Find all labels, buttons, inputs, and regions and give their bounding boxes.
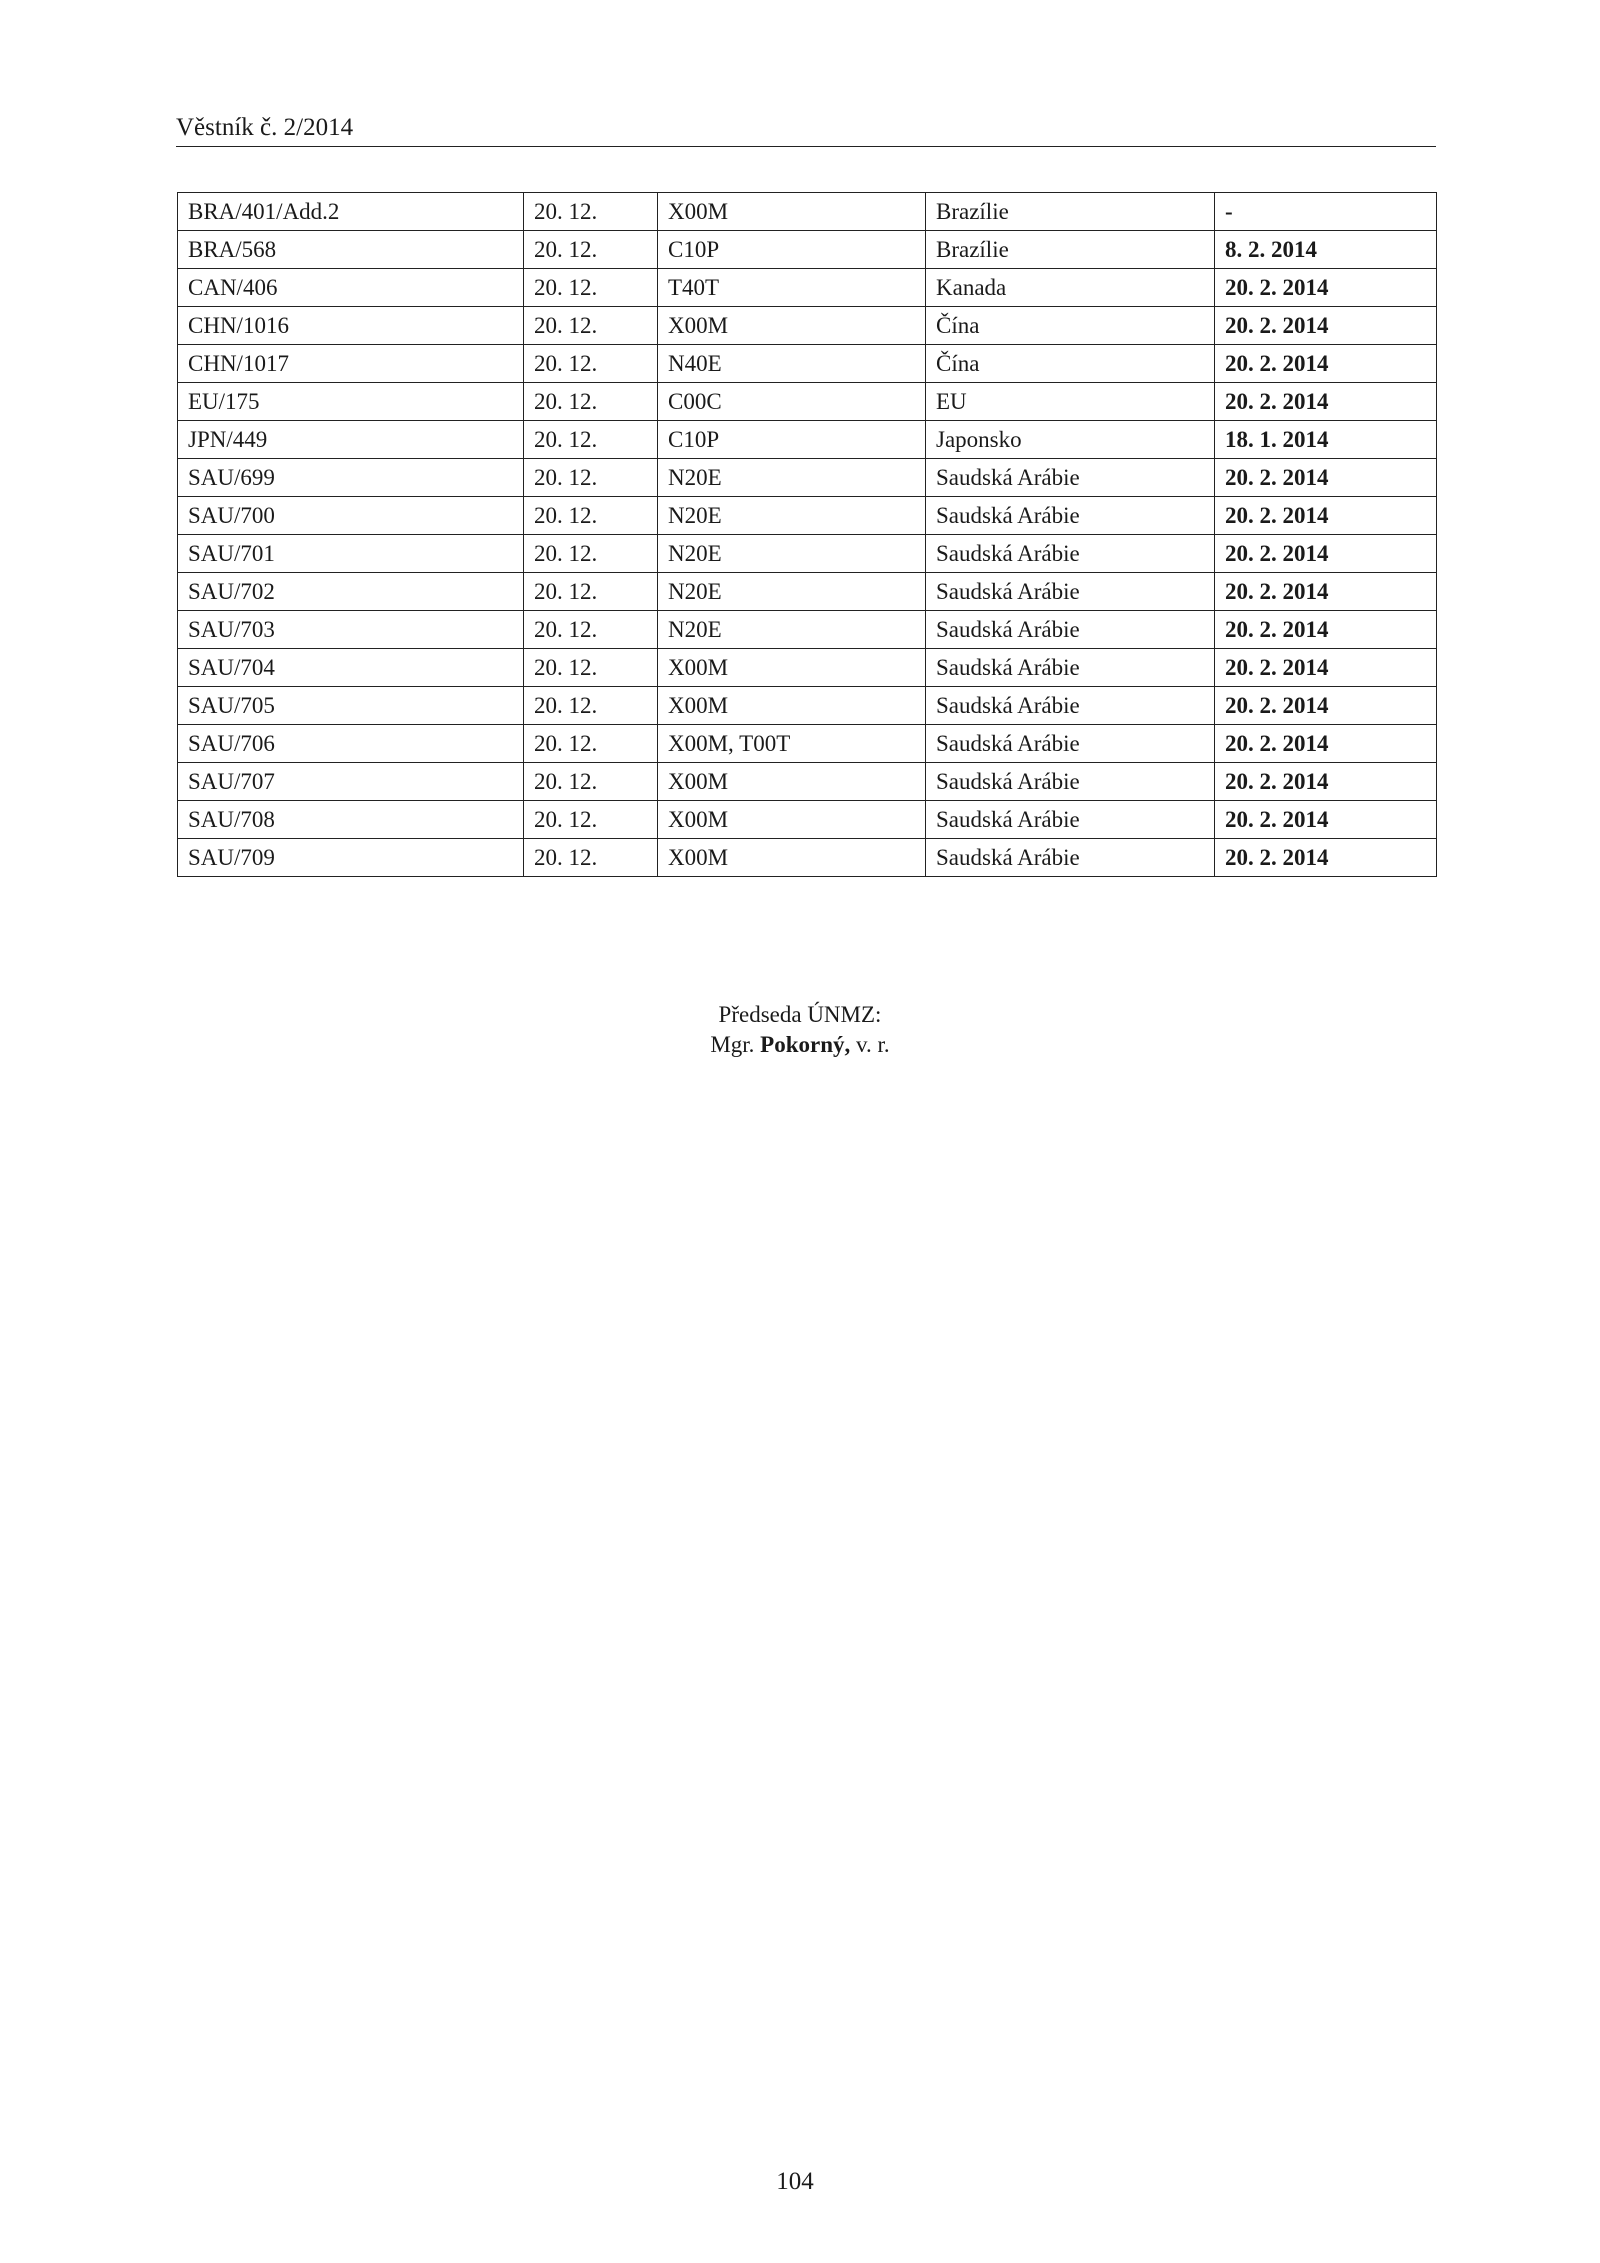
table-row — [178, 497, 1437, 535]
notification-id-cell: BRA/568 — [178, 231, 524, 269]
deadline-cell: - — [1215, 193, 1437, 231]
notification-id-cell: SAU/703 — [178, 611, 524, 649]
ics-code-cell: X00M — [658, 649, 926, 687]
ics-code-cell: N20E — [658, 611, 926, 649]
received-date-cell: 20. 12. — [524, 725, 658, 763]
notification-id-cell: CHN/1016 — [178, 307, 524, 345]
table-row — [178, 231, 1437, 269]
table-body — [178, 193, 1437, 877]
received-date-cell: 20. 12. — [524, 193, 658, 231]
country-cell: Čína — [926, 307, 1215, 345]
notification-id-cell: CAN/406 — [178, 269, 524, 307]
received-date-cell: 20. 12. — [524, 345, 658, 383]
received-date-cell: 20. 12. — [524, 611, 658, 649]
table-row — [178, 763, 1437, 801]
received-date-cell: 20. 12. — [524, 307, 658, 345]
deadline-cell: 8. 2. 2014 — [1215, 231, 1437, 269]
country-cell: EU — [926, 383, 1215, 421]
notification-id-cell: JPN/449 — [178, 421, 524, 459]
ics-code-cell: N40E — [658, 345, 926, 383]
ics-code-cell: X00M — [658, 687, 926, 725]
country-cell: Kanada — [926, 269, 1215, 307]
table-row — [178, 535, 1437, 573]
deadline-cell: 20. 2. 2014 — [1215, 763, 1437, 801]
received-date-cell: 20. 12. — [524, 535, 658, 573]
received-date-cell: 20. 12. — [524, 839, 658, 877]
notification-id-cell: EU/175 — [178, 383, 524, 421]
country-cell: Saudská Arábie — [926, 725, 1215, 763]
ics-code-cell: X00M — [658, 307, 926, 345]
received-date-cell: 20. 12. — [524, 269, 658, 307]
table-row — [178, 383, 1437, 421]
table-row — [178, 687, 1437, 725]
received-date-cell: 20. 12. — [524, 687, 658, 725]
country-cell: Brazílie — [926, 193, 1215, 231]
notifications-table — [177, 192, 1437, 877]
country-cell: Japonsko — [926, 421, 1215, 459]
table-row — [178, 649, 1437, 687]
table-row — [178, 801, 1437, 839]
signature-prefix: Mgr. — [710, 1032, 755, 1057]
country-cell: Saudská Arábie — [926, 611, 1215, 649]
ics-code-cell: N20E — [658, 497, 926, 535]
country-cell: Brazílie — [926, 231, 1215, 269]
table-row — [178, 193, 1437, 231]
notification-id-cell: SAU/702 — [178, 573, 524, 611]
signature-role: Předseda ÚNMZ: — [718, 1002, 882, 1027]
received-date-cell: 20. 12. — [524, 649, 658, 687]
country-cell: Saudská Arábie — [926, 459, 1215, 497]
ics-code-cell: X00M, T00T — [658, 725, 926, 763]
country-cell: Saudská Arábie — [926, 763, 1215, 801]
country-cell: Saudská Arábie — [926, 573, 1215, 611]
country-cell: Saudská Arábie — [926, 801, 1215, 839]
received-date-cell: 20. 12. — [524, 459, 658, 497]
deadline-cell: 20. 2. 2014 — [1215, 535, 1437, 573]
deadline-cell: 20. 2. 2014 — [1215, 839, 1437, 877]
page-header — [176, 112, 1436, 147]
notification-id-cell: BRA/401/Add.2 — [178, 193, 524, 231]
ics-code-cell: X00M — [658, 193, 926, 231]
notification-id-cell: SAU/708 — [178, 801, 524, 839]
deadline-cell: 20. 2. 2014 — [1215, 383, 1437, 421]
table-row — [178, 459, 1437, 497]
table-row — [178, 269, 1437, 307]
country-cell: Saudská Arábie — [926, 649, 1215, 687]
deadline-cell: 20. 2. 2014 — [1215, 573, 1437, 611]
journal-title: Věstník č. 2/2014 — [176, 114, 354, 141]
deadline-cell: 20. 2. 2014 — [1215, 497, 1437, 535]
country-cell: Saudská Arábie — [926, 497, 1215, 535]
country-cell: Saudská Arábie — [926, 687, 1215, 725]
ics-code-cell: N20E — [658, 573, 926, 611]
notification-id-cell: CHN/1017 — [178, 345, 524, 383]
signature-suffix: v. r. — [856, 1032, 890, 1057]
table-row — [178, 345, 1437, 383]
country-cell: Saudská Arábie — [926, 535, 1215, 573]
deadline-cell: 20. 2. 2014 — [1215, 725, 1437, 763]
ics-code-cell: C10P — [658, 421, 926, 459]
deadline-cell: 20. 2. 2014 — [1215, 801, 1437, 839]
signature-block — [0, 1000, 1600, 1060]
country-cell: Saudská Arábie — [926, 839, 1215, 877]
notification-id-cell: SAU/699 — [178, 459, 524, 497]
ics-code-cell: N20E — [658, 459, 926, 497]
deadline-cell: 20. 2. 2014 — [1215, 687, 1437, 725]
table-row — [178, 573, 1437, 611]
ics-code-cell: T40T — [658, 269, 926, 307]
table-row — [178, 611, 1437, 649]
received-date-cell: 20. 12. — [524, 383, 658, 421]
received-date-cell: 20. 12. — [524, 573, 658, 611]
received-date-cell: 20. 12. — [524, 801, 658, 839]
deadline-cell: 20. 2. 2014 — [1215, 649, 1437, 687]
received-date-cell: 20. 12. — [524, 497, 658, 535]
deadline-cell: 18. 1. 2014 — [1215, 421, 1437, 459]
ics-code-cell: C10P — [658, 231, 926, 269]
deadline-cell: 20. 2. 2014 — [1215, 269, 1437, 307]
country-cell: Čína — [926, 345, 1215, 383]
notification-id-cell: SAU/709 — [178, 839, 524, 877]
notification-id-cell: SAU/705 — [178, 687, 524, 725]
notification-id-cell: SAU/706 — [178, 725, 524, 763]
ics-code-cell: N20E — [658, 535, 926, 573]
ics-code-cell: X00M — [658, 839, 926, 877]
deadline-cell: 20. 2. 2014 — [1215, 611, 1437, 649]
table-row — [178, 839, 1437, 877]
notification-id-cell: SAU/700 — [178, 497, 524, 535]
signature-name: Pokorný, — [760, 1032, 851, 1057]
deadline-cell: 20. 2. 2014 — [1215, 459, 1437, 497]
table-row — [178, 421, 1437, 459]
table-row — [178, 307, 1437, 345]
ics-code-cell: C00C — [658, 383, 926, 421]
signature-line — [0, 1030, 1600, 1060]
ics-code-cell: X00M — [658, 801, 926, 839]
ics-code-cell: X00M — [658, 763, 926, 801]
notification-id-cell: SAU/707 — [178, 763, 524, 801]
notification-id-cell: SAU/704 — [178, 649, 524, 687]
page-number: 104 — [776, 2168, 814, 2195]
deadline-cell: 20. 2. 2014 — [1215, 307, 1437, 345]
deadline-cell: 20. 2. 2014 — [1215, 345, 1437, 383]
notification-id-cell: SAU/701 — [178, 535, 524, 573]
table-row — [178, 725, 1437, 763]
received-date-cell: 20. 12. — [524, 763, 658, 801]
received-date-cell: 20. 12. — [524, 421, 658, 459]
received-date-cell: 20. 12. — [524, 231, 658, 269]
